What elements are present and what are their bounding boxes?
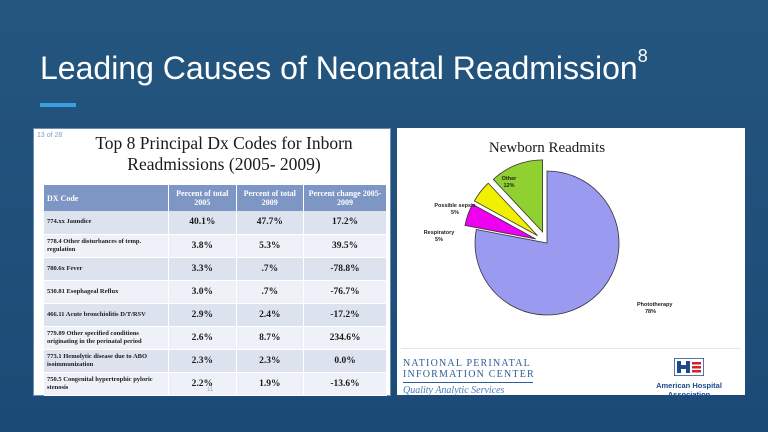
percent-cell: 2.3% — [169, 349, 237, 372]
npic-rule — [403, 382, 533, 383]
pie-chart — [397, 128, 745, 348]
aha-logo — [643, 358, 735, 399]
percent-cell: 1.9% — [236, 372, 304, 395]
table-row — [44, 349, 387, 372]
dx-code-cell: 530.81 Esophageal Reflux — [44, 280, 169, 303]
dx-code-cell: 778.4 Other disturbances of temp. regulation — [44, 234, 169, 257]
percent-cell: 3.0% — [169, 280, 237, 303]
percent-cell: 40.1% — [169, 211, 237, 234]
percent-cell: 8.7% — [236, 326, 304, 349]
table-header-cell: Percent of total 2005 — [169, 185, 237, 211]
percent-cell: 5.3% — [236, 234, 304, 257]
pie-label: Phototherapy — [637, 302, 673, 308]
pie-value-label: 5% — [451, 210, 459, 216]
aha-line2: Association — [667, 390, 711, 399]
chart-image-panel — [397, 128, 745, 399]
table-header-cell: DX Code — [44, 185, 169, 211]
percent-cell: 2.9% — [169, 303, 237, 326]
npic-tagline: Quality Analytic Services — [403, 385, 505, 396]
logo-divider — [401, 348, 741, 349]
percent-cell: -13.6% — [304, 372, 387, 395]
footer-page-number: 11 — [207, 387, 214, 393]
npic-line1: NATIONAL PERINATAL — [403, 358, 531, 369]
percent-cell: 0.0% — [304, 349, 387, 372]
percent-cell: -78.8% — [304, 257, 387, 280]
table-header-row — [44, 185, 387, 211]
page-number: 13 of 28 — [37, 132, 63, 139]
npic-line2: INFORMATION CENTER — [403, 369, 535, 380]
dx-code-cell: 773.1 Hemolytic disease due to ABO isoimmunization — [44, 349, 169, 372]
table-title-line1: Top 8 Principal Dx Codes for Inborn — [95, 133, 353, 153]
pie-value-label: 12% — [503, 183, 515, 189]
dx-code-cell: 750.5 Congenital hypertrophic pyloric stenosis — [44, 372, 169, 395]
pie-label: Respiratory — [423, 230, 455, 236]
table-image-panel — [33, 128, 391, 396]
pie-label: Possible sepsis — [434, 203, 476, 209]
table-row — [44, 326, 387, 349]
dx-code-cell: 780.6x Fever — [44, 257, 169, 280]
dx-code-cell: 466.11 Acute bronchiolitis D/T/RSV — [44, 303, 169, 326]
pie-value-label: 78% — [645, 309, 657, 315]
table-header-cell: Percent change 2005-2009 — [304, 185, 387, 211]
percent-cell: 3.8% — [169, 234, 237, 257]
percent-cell: -17.2% — [304, 303, 387, 326]
dx-codes-table — [44, 185, 387, 396]
percent-cell: 2.3% — [236, 349, 304, 372]
table-row — [44, 257, 387, 280]
aha-line1: American Hospital — [656, 381, 722, 390]
dx-code-cell: 779.89 Other specified conditions originating in the perinatal period — [44, 326, 169, 349]
percent-cell: .7% — [236, 280, 304, 303]
percent-cell: 39.5% — [304, 234, 387, 257]
chart-title: Newborn Readmits — [488, 140, 606, 156]
slide-title-text: Leading Causes of Neonatal Readmission — [40, 50, 638, 86]
table-row — [44, 211, 387, 234]
table-title — [64, 133, 384, 175]
percent-cell: 2.4% — [236, 303, 304, 326]
percent-cell: .7% — [236, 257, 304, 280]
table-row — [44, 234, 387, 257]
percent-cell: 3.3% — [169, 257, 237, 280]
percent-cell: 17.2% — [304, 211, 387, 234]
pie-value-label: 5% — [435, 237, 443, 243]
table-row — [44, 372, 387, 395]
table-row — [44, 303, 387, 326]
table-header-cell: Percent of total 2009 — [236, 185, 304, 211]
percent-cell: 234.6% — [304, 326, 387, 349]
npic-logo — [403, 358, 553, 396]
pie-label: Other — [501, 176, 517, 182]
table-title-line2: Readmissions (2005- 2009) — [127, 154, 321, 174]
percent-cell: 47.7% — [236, 211, 304, 234]
slide-title — [40, 46, 648, 87]
percent-cell: -76.7% — [304, 280, 387, 303]
title-accent-bar — [40, 103, 76, 107]
percent-cell: 2.2% — [169, 372, 237, 395]
table-row — [44, 280, 387, 303]
aha-emblem-icon — [674, 358, 704, 376]
percent-cell: 2.6% — [169, 326, 237, 349]
dx-code-cell: 774.xx Jaundice — [44, 211, 169, 234]
title-superscript: 8 — [637, 46, 648, 66]
